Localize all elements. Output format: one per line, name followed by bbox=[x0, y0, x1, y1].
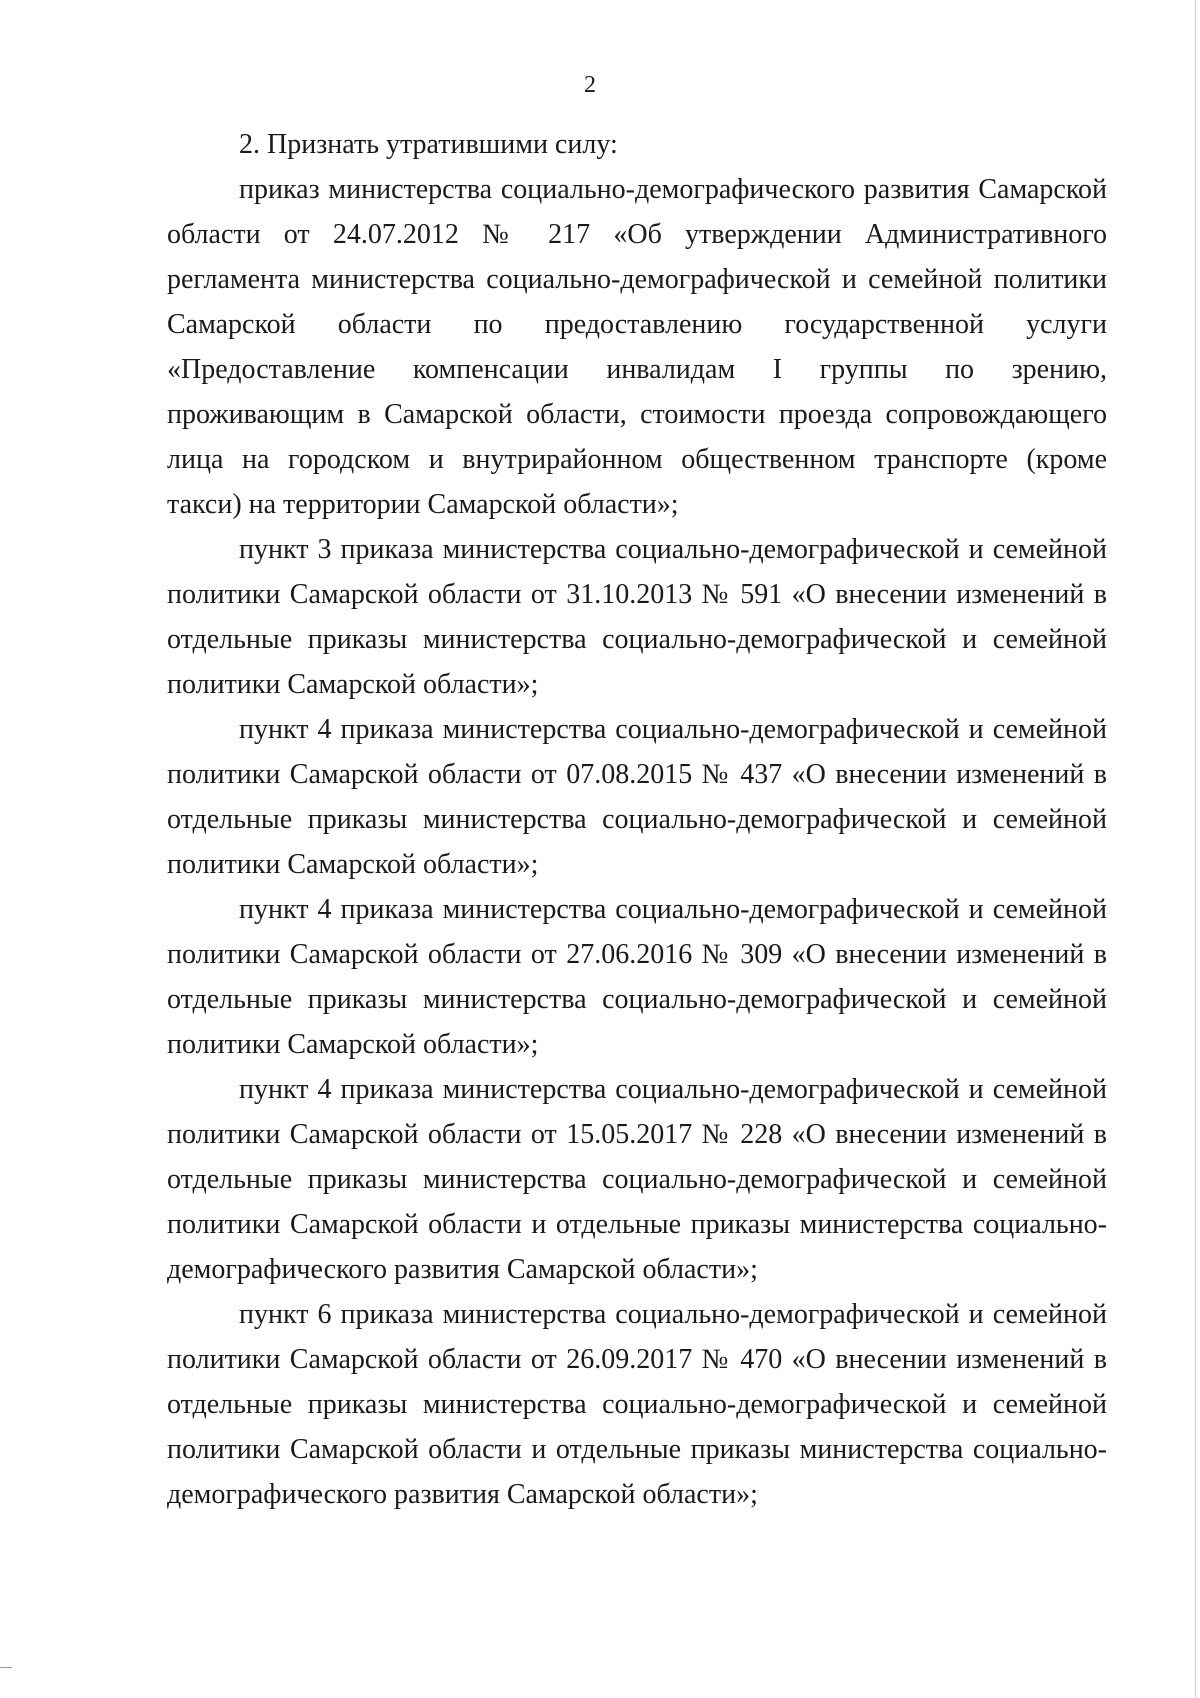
section-heading: 2. Признать утратившими силу: bbox=[239, 129, 618, 160]
page-number: 2 bbox=[584, 72, 596, 98]
document-body bbox=[167, 122, 1107, 1517]
scan-bottom-mark bbox=[0, 1667, 12, 1668]
paragraph-order-228: пункт 4 приказа министерства социально-демографической и семейной политики Самарской области от 15.05.2017 № 228 «О внесении изменений в отдельные приказы министерства социально-демографической и семейной политики Самарской области и отдельные приказы министерства социально-демографического развития Самарской области»; bbox=[167, 1074, 1107, 1285]
paragraph-order-437: пункт 4 приказа министерства социально-демографической и семейной политики Самарской области от 07.08.2015 № 437 «О внесении изменений в отдельные приказы министерства социально-демографической и семейной политики Самарской области»; bbox=[167, 714, 1107, 880]
paragraph-order-470: пункт 6 приказа министерства социально-демографической и семейной политики Самарской области от 26.09.2017 № 470 «О внесении изменений в отдельные приказы министерства социально-демографической и семейной политики Самарской области и отдельные приказы министерства социально-демографического развития Самарской области»; bbox=[167, 1299, 1107, 1510]
paragraph-order-309: пункт 4 приказа министерства социально-демографической и семейной политики Самарской области от 27.06.2016 № 309 «О внесении изменений в отдельные приказы министерства социально-демографической и семейной политики Самарской области»; bbox=[167, 894, 1107, 1060]
scan-edge-line bbox=[1195, 0, 1196, 1698]
paragraph-order-591: пункт 3 приказа министерства социально-демографической и семейной политики Самарской области от 31.10.2013 № 591 «О внесении изменений в отдельные приказы министерства социально-демографической и семейной политики Самарской области»; bbox=[167, 534, 1107, 700]
paragraph-order-217: приказ министерства социально-демографического развития Самарской области от 24.07.2012 № 217 «Об утверждении Административного регламента министерства социально-демографической и семейной политики Самарской области по предоставлению государственной услуги «Предоставление компенсации инвалидам I группы по зрению, проживающим в Самарской области, стоимости проезда сопровождающего лица на городском и внутрирайонном общественном транспорте (кроме такси) на территории Самарской области»; bbox=[167, 174, 1107, 520]
